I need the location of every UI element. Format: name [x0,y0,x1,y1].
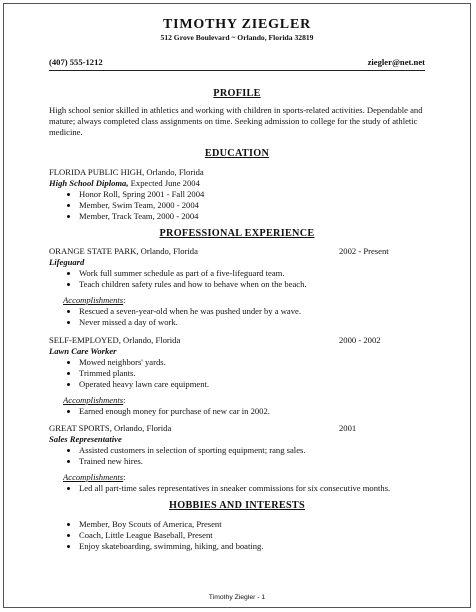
list-item: • Teach children safety rules and how to behave when on the beach. [79,279,425,290]
duty-list [49,445,425,467]
list-item: • Enjoy skateboarding, swimming, hiking, and boating. [79,541,425,552]
degree-title: High School Diploma, [49,178,129,188]
accomplishments-label: Accomplishments [63,295,124,305]
list-item: • Honor Roll, Spring 2001 - Fall 2004 [79,189,425,200]
resume-address: 512 Grove Boulevard ~ Orlando, Florida 32819 [160,33,314,42]
job-dates: 2002 - Present [339,246,389,256]
job-entry: GREAT SPORTS, Orlando, Florida 2001 Sales Representative • Assisted customers in selection of sporting equipment; rang sales. • Trained new hires. Accomplishments: • Led all part-time sales representatives in sneaker commissions for six consecutive months. [49,423,425,494]
list-item: • Assisted customers in selection of sporting equipment; rang sales. [79,445,425,456]
phone-number: (407) 555-1212 [49,57,103,67]
accomplishments-label: Accomplishments [63,395,124,405]
degree-line [49,178,425,189]
resume-name: TIMOTHY ZIEGLER [162,17,311,32]
resume-page [5,5,469,606]
list-item: • Coach, Little League Baseball, Present [79,530,425,541]
duty-list [49,268,425,290]
accomplishment-list [49,483,425,494]
document-frame [3,3,471,608]
job-employer: GREAT SPORTS, Orlando, Florida [49,423,172,433]
profile-text: High school senior skilled in athletics and working with children in sports-related activities. Dependable and mature; always completed class assignments on time. Seeking admission to college for the study of athletic medicine. [49,105,423,137]
experience-heading: PROFESSIONAL EXPERIENCE [159,228,315,239]
job-employer: SELF-EMPLOYED, Orlando, Florida [49,335,181,345]
list-item: • Trained new hires. [79,456,425,467]
list-item: • Earned enough money for purchase of new car in 2002. [79,406,425,417]
job-entry: ORANGE STATE PARK, Orlando, Florida 2002 - Present Lifeguard • Work full summer schedule as part of a five-lifeguard team. • Teach children safety rules and how to behave when on the beach. Accomplishments: • Rescued a seven-year-old when he was pushed under by a wave. • Never missed a day of work. [49,246,425,328]
profile-heading: PROFILE [213,88,261,99]
accomplishments-label: Accomplishments [63,472,124,482]
email-address: ziegler@net.net [367,57,425,67]
list-item: • Operated heavy lawn care equipment. [79,379,425,390]
accomplishment-list [49,306,425,328]
list-item: • Led all part-time sales representatives in sneaker commissions for six consecutive months. [79,483,425,494]
profile-section [49,105,425,138]
hobbies-list [49,519,425,552]
job-employer: ORANGE STATE PARK, Orlando, Florida [49,246,198,256]
job-title: Sales Representative [49,434,122,444]
duty-list [49,357,425,390]
header-divider [49,70,425,71]
list-item: • Mowed neighbors' yards. [79,357,425,368]
school-name: FLORIDA PUBLIC HIGH, Orlando, Florida [49,167,204,177]
job-entry: SELF-EMPLOYED, Orlando, Florida 2000 - 2002 Lawn Care Worker • Mowed neighbors' yards. • Trimmed plants. • Operated heavy lawn care equipment. Accomplishments: • Earned enough money for purchase of new car in 2002. [49,335,425,417]
education-list [49,189,425,222]
job-title: Lawn Care Worker [49,346,117,356]
list-item: • Trimmed plants. [79,368,425,379]
list-item: • Member, Boy Scouts of America, Present [79,519,425,530]
job-dates: 2001 [339,423,357,433]
list-item: • Rescued a seven-year-old when he was pushed under by a wave. [79,306,425,317]
degree-note: Expected June 2004 [128,178,200,188]
list-item: • Member, Track Team, 2000 - 2004 [79,211,425,222]
hobbies-section [49,519,425,552]
hobbies-heading: HOBBIES AND INTERESTS [169,500,305,511]
job-dates: 2000 - 2002 [339,335,381,345]
education-heading: EDUCATION [204,148,270,159]
list-item: • Member, Swim Team, 2000 - 2004 [79,200,425,211]
job-title: Lifeguard [49,257,85,267]
list-item: • Work full summer schedule as part of a five-lifeguard team. [79,268,425,279]
accomplishment-list [49,406,425,417]
list-item: • Never missed a day of work. [79,317,425,328]
education-section [49,167,425,222]
page-footer: Timothy Ziegler - 1 [208,594,266,601]
